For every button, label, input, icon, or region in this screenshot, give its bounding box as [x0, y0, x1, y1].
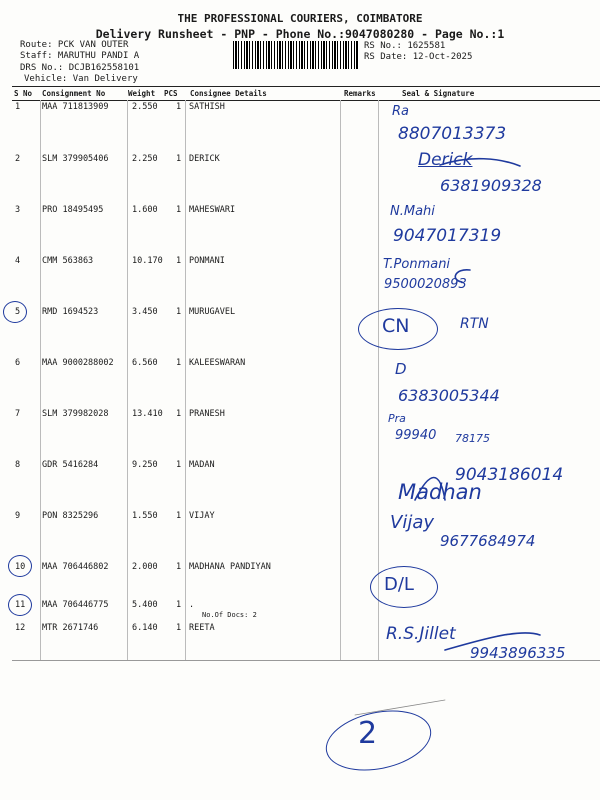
handwritten-signature: T.Ponmani — [383, 257, 451, 272]
row-consignee: MADHANA PANDIYAN — [189, 562, 271, 572]
row-pcs: 1 — [176, 511, 182, 521]
row-weight: 2.250 — [132, 154, 158, 164]
handwritten-phone: 6383005344 — [398, 386, 500, 405]
row-weight: 5.400 — [132, 600, 158, 610]
handwritten-phone: 9043186014 — [455, 465, 564, 485]
handwritten-signature: Vijay — [390, 512, 434, 533]
row-weight: 2.000 — [132, 562, 158, 572]
handwritten-signature: Pra — [388, 412, 406, 425]
handwritten-signature: Ra — [392, 104, 409, 119]
row-pcs: 1 — [176, 358, 182, 368]
handwritten-mark: CN — [382, 315, 410, 337]
row-consignment: MAA 711813909 — [42, 102, 109, 112]
flourish-stroke — [455, 270, 470, 282]
row-consignment: PRO 18495495 — [42, 205, 104, 215]
col-consignee: Consignee Details — [190, 89, 267, 98]
row-consignment: SLM 379982028 — [42, 409, 109, 419]
row-consignee: KALEESWARAN — [189, 358, 246, 368]
row-consignee: PONMANI — [189, 256, 225, 266]
handwritten-phone: 9047017319 — [393, 226, 502, 246]
row-consignee: MURUGAVEL — [189, 307, 236, 317]
col-weight: Weight — [128, 89, 156, 98]
row-sno: 10 — [15, 562, 26, 572]
row-weight: 6.140 — [132, 623, 158, 633]
route-label: Route: PCK VAN OUTER — [20, 40, 129, 50]
row-consignment: MAA 706446775 — [42, 600, 109, 610]
row-sno: 3 — [15, 205, 21, 215]
row-weight: 13.410 — [132, 409, 163, 419]
drs-label: DRS No.: DCJB162558101 — [20, 63, 140, 73]
row-pcs: 1 — [176, 307, 182, 317]
row-pcs: 1 — [176, 256, 182, 266]
row-weight: 2.550 — [132, 102, 158, 112]
row-sno: 8 — [15, 460, 21, 470]
col-pcs: PCS — [164, 89, 178, 98]
row-consignment: CMM 563863 — [42, 256, 94, 266]
row-weight: 1.550 — [132, 511, 158, 521]
handwritten-phone: 9677684974 — [440, 532, 536, 550]
row-sno: 11 — [15, 600, 26, 610]
row-consignee: VIJAY — [189, 511, 215, 521]
row-sno: 4 — [15, 256, 21, 266]
rs-no-label: RS No.: 1625581 — [364, 41, 446, 51]
page-subtitle: Delivery Runsheet - PNP - Phone No.:9047080280 - Page No.:1 — [95, 27, 505, 41]
handwritten-phone: 9943896335 — [470, 644, 566, 662]
row-weight: 1.600 — [132, 205, 158, 215]
row-sno: 12 — [15, 623, 26, 633]
flourish-stroke — [415, 478, 445, 501]
handwritten-phone: 78175 — [455, 432, 490, 445]
handwritten-phone: 9500020893 — [384, 277, 467, 292]
handwritten-phone: 8807013373 — [398, 124, 507, 144]
row-sno: 1 — [15, 102, 21, 112]
row-consignee: MADAN — [189, 460, 215, 470]
staff-label: Staff: MARUTHU PANDI A — [20, 51, 140, 61]
handwritten-signature: N.Mahi — [390, 204, 435, 219]
row-pcs: 1 — [176, 460, 182, 470]
page-title: THE PROFESSIONAL COURIERS, COIMBATORE — [177, 12, 423, 25]
handwritten-phone: 99940 — [395, 428, 437, 443]
row-sno: 7 — [15, 409, 21, 419]
row-consignee: PRANESH — [189, 409, 225, 419]
underline-stroke — [440, 159, 520, 166]
row-consignee: REETA — [189, 623, 215, 633]
row-consignment: RMD 1694523 — [42, 307, 99, 317]
row-consignee: MAHESWARI — [189, 205, 236, 215]
handwritten-signature: D — [395, 360, 407, 378]
handwritten-signature: Madhan — [398, 480, 482, 504]
flourish-stroke — [445, 633, 540, 650]
row-weight: 6.560 — [132, 358, 158, 368]
row-weight: 3.450 — [132, 307, 158, 317]
row-note: No.Of Docs: 2 — [202, 611, 257, 619]
row-consignee: DERICK — [189, 154, 220, 164]
col-sno: S No — [14, 89, 33, 98]
row-weight: 10.170 — [132, 256, 163, 266]
row-sno: 6 — [15, 358, 21, 368]
handwritten-phone: 6381909328 — [440, 176, 542, 195]
col-consignment: Consignment No — [42, 89, 106, 98]
handwritten-signature: R.S.Jillet — [386, 624, 456, 644]
handwritten-signature: Derick — [418, 150, 473, 170]
row-consignment: GDR 5416284 — [42, 460, 99, 470]
row-consignment: SLM 379905406 — [42, 154, 109, 164]
row-sno: 2 — [15, 154, 21, 164]
row-pcs: 1 — [176, 102, 182, 112]
row-consignee: . — [189, 600, 195, 610]
row-consignee: SATHISH — [189, 102, 225, 112]
handwritten-note: RTN — [460, 316, 489, 332]
col-seal: Seal & Signature — [402, 89, 475, 98]
row-sno: 5 — [15, 307, 21, 317]
row-pcs: 1 — [176, 409, 182, 419]
row-consignment: MAA 9000288002 — [42, 358, 114, 368]
row-consignment: PON 8325296 — [42, 511, 99, 521]
row-consignment: MTR 2671746 — [42, 623, 99, 633]
row-pcs: 1 — [176, 562, 182, 572]
col-remarks: Remarks — [344, 89, 376, 98]
row-sno: 9 — [15, 511, 21, 521]
row-pcs: 1 — [176, 600, 182, 610]
row-weight: 9.250 — [132, 460, 158, 470]
row-pcs: 1 — [176, 205, 182, 215]
handwritten-mark: D/L — [384, 574, 414, 595]
row-consignment: MAA 706446802 — [42, 562, 109, 572]
row-pcs: 1 — [176, 154, 182, 164]
row-pcs: 1 — [176, 623, 182, 633]
page-number-mark: 2 — [358, 716, 378, 751]
vehicle-label: Vehicle: Van Delivery — [24, 74, 138, 84]
rs-date-label: RS Date: 12-Oct-2025 — [364, 52, 473, 62]
